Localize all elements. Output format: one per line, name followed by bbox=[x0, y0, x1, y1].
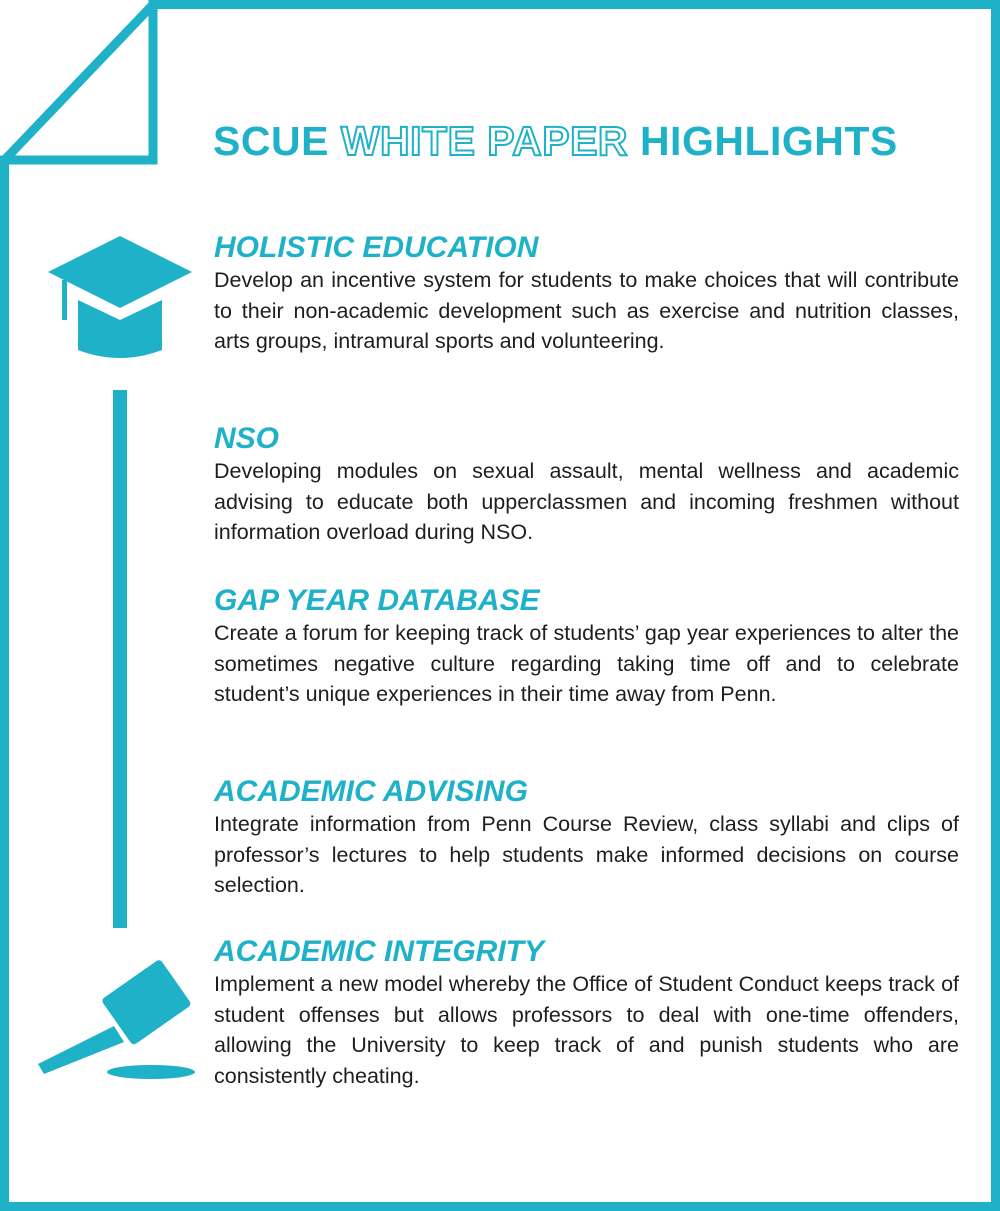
section-heading: HOLISTIC EDUCATION bbox=[214, 231, 539, 264]
section-body: Implement a new model whereby the Office of Student Conduct keeps track of student offenses but allows professors to deal with one-time offenders, allowing the University to keep track of and punish students who are consistently cheating. bbox=[214, 972, 959, 1088]
section-body: Developing modules on sexual assault, mental wellness and academic advising to educate both upperclassmen and incoming freshmen without information overload during NSO. bbox=[214, 459, 959, 544]
section-heading: GAP YEAR DATABASE bbox=[214, 584, 540, 617]
section-heading: ACADEMIC ADVISING bbox=[214, 775, 528, 808]
page-title bbox=[213, 118, 898, 165]
section-nso bbox=[214, 422, 959, 548]
gavel-icon bbox=[38, 959, 195, 1079]
section-body: Create a forum for keeping track of students’ gap year experiences to alter the sometimes negative culture regarding taking time off and to celebrate student’s unique experiences in their time away from Penn. bbox=[214, 621, 959, 706]
section-heading: ACADEMIC INTEGRITY bbox=[214, 935, 544, 968]
section-body: Integrate information from Penn Course Review, class syllabi and clips of professor’s lectures to help students make informed decisions on course selection. bbox=[214, 812, 959, 897]
timeline-line bbox=[113, 390, 127, 928]
section-gap-year-database bbox=[214, 584, 959, 710]
title-part-white-paper: WHITE PAPER bbox=[340, 118, 629, 164]
section-heading: NSO bbox=[214, 422, 280, 455]
title-part-scue: SCUE bbox=[213, 118, 329, 164]
section-academic-advising bbox=[214, 775, 959, 901]
graduation-cap-icon bbox=[48, 236, 192, 358]
title-part-highlights: HIGHLIGHTS bbox=[639, 118, 898, 164]
section-holistic-education bbox=[214, 231, 959, 357]
section-academic-integrity bbox=[214, 935, 959, 1091]
section-body: Develop an incentive system for students to make choices that will contribute to their non-academic development such as exercise and nutrition classes, arts groups, intramural sports and volunteering. bbox=[214, 268, 959, 353]
